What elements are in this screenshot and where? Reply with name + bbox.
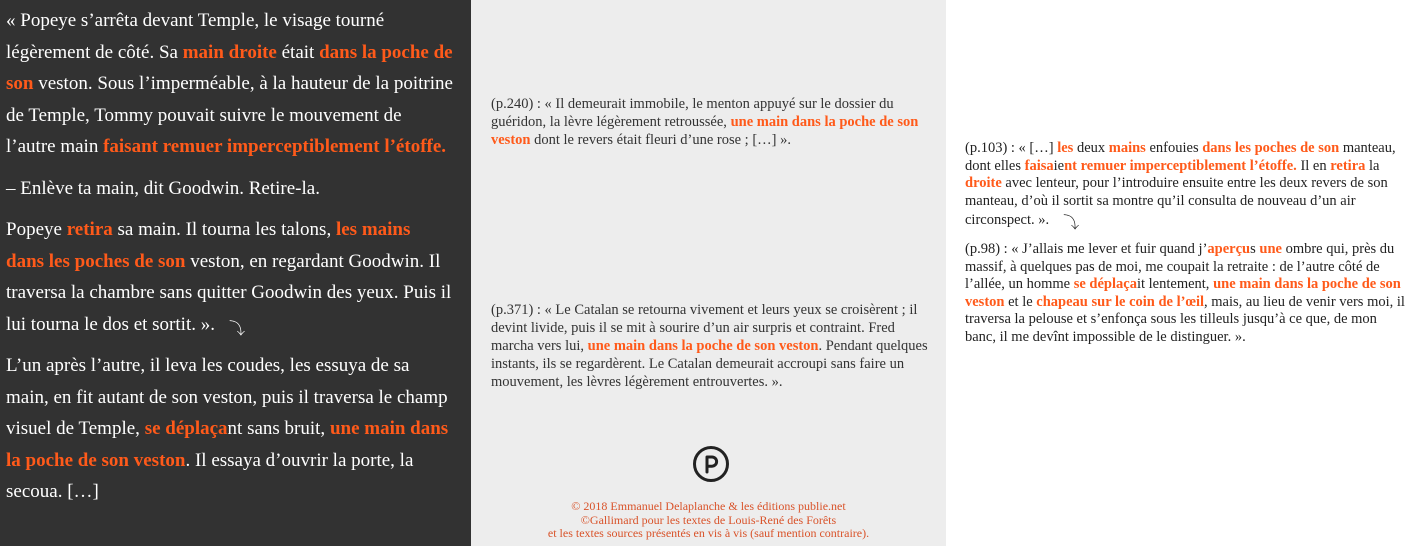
text-segment: (p.103) : « […] bbox=[965, 140, 1058, 156]
text-segment: , mais, au lieu de venir vers moi, il traversa la pelouse et s’enfonça sous les tilleuls jusqu’à ce que, de mon banc, il me devînt impossible de le distinguer. ». bbox=[965, 293, 1405, 345]
highlighted-phrase: main droite bbox=[182, 41, 277, 63]
highlighted-phrase: se déplaça bbox=[1073, 276, 1137, 292]
text-segment: veston. Sous l’imperméable, à la hauteur de la poitrine de Temple, Tommy pouvait suivre le mouvement de l’autre main bbox=[6, 73, 453, 157]
text-segment: « Popeye s’arrêta devant Temple, le visage tourné légèrement de côté. Sa bbox=[6, 10, 385, 63]
quote-p240 bbox=[491, 95, 931, 149]
continue-arrow-icon: ⤵ bbox=[1063, 213, 1080, 232]
highlighted-phrase: se déplaça bbox=[144, 418, 228, 439]
highlighted-phrase: mains bbox=[1108, 140, 1146, 156]
text-segment: et le bbox=[1004, 293, 1037, 310]
highlighted-phrase: retira bbox=[66, 219, 113, 240]
paragraph-3 bbox=[6, 214, 453, 340]
publie-net-logo-icon[interactable] bbox=[693, 446, 729, 482]
highlighted-phrase: les mains dans les poches de son bbox=[6, 219, 411, 272]
footer-line-3: et les textes sources présentés en vis à vis (sauf mention contraire). bbox=[547, 526, 870, 540]
text-segment: ie bbox=[1053, 157, 1065, 174]
text-segment: sa main. Il tourna les talons, bbox=[112, 219, 336, 240]
text-segment: . Pendant quelques instants, ils se regardèrent. Le Catalan demeurait accroupi sans faire un mouvement, les lèvres légèrement entrouvertes. ». bbox=[491, 338, 928, 390]
text-segment: nt sans bruit, bbox=[227, 418, 330, 439]
text-segment: (p.98) : « J’allais me lever et fuir quand j’ bbox=[965, 241, 1208, 257]
highlighted-phrase: une bbox=[1259, 241, 1282, 257]
continue-arrow-icon: ⤵ bbox=[228, 318, 245, 338]
copyright-footer bbox=[471, 500, 946, 541]
highlighted-phrase: chapeau sur le coin de l’œil bbox=[1036, 293, 1204, 310]
text-segment: (p.240) : « Il demeurait immobile, le menton appuyé sur le dossier du guéridon, la lèvre légèrement retroussée, bbox=[491, 96, 894, 130]
text-segment: L’un après l’autre, il leva les coudes, les essuya de sa main, en fit autant de son veston, puis il traversa le champ visuel de Temple, bbox=[6, 355, 448, 439]
text-segment: avec lenteur, pour l’introduire ensuite entre les deux revers de son manteau, d’où il sortit sa montre qu’il consulta de nouveau d’un air circonspect. ». bbox=[965, 175, 1388, 228]
text-segment: ombre qui, près du massif, à quelques pas de moi, me coupait la retraite : de l’autre côté de l’allée, un homme bbox=[965, 241, 1395, 292]
text-segment: Il en bbox=[1296, 157, 1331, 174]
left-column-faulkner-excerpt bbox=[0, 0, 471, 546]
text-segment: était bbox=[276, 41, 320, 63]
highlighted-phrase: dans les poches de son bbox=[1202, 140, 1340, 156]
paragraph-2 bbox=[6, 173, 453, 205]
text-segment: veston, en regardant Goodwin. Il traversa la chambre sans quitter Goodwin des yeux. Puis il lui tourna le dos et sortit. ». bbox=[6, 250, 452, 335]
text-segment: – Enlève ta main, dit Goodwin. Retire-la. bbox=[6, 177, 320, 199]
highlighted-phrase: droite bbox=[965, 175, 1002, 191]
highlighted-phrase: faisa bbox=[1024, 157, 1054, 174]
text-segment: Popeye bbox=[6, 219, 67, 240]
highlighted-phrase: aperçu bbox=[1207, 241, 1251, 257]
highlighted-phrase: nt remuer imperceptiblement l’étoffe. bbox=[1064, 157, 1297, 174]
text-segment: . Il essaya d’ouvrir la porte, la secoua. […] bbox=[6, 449, 414, 502]
text-segment: la bbox=[1365, 157, 1380, 174]
highlighted-phrase: une main dans la poche de son veston bbox=[965, 276, 1401, 310]
text-segment: s bbox=[1250, 241, 1260, 257]
text-segment: it lentement, bbox=[1136, 276, 1214, 292]
highlighted-phrase: dans la poche de son bbox=[6, 41, 453, 94]
highlighted-phrase: une main dans la poche de son veston bbox=[587, 338, 819, 354]
right-column-quotes bbox=[946, 0, 1417, 546]
text-segment: enfouies bbox=[1145, 140, 1203, 156]
footer-line-2: ©Gallimard pour les textes de Louis-René des Forêts bbox=[580, 512, 837, 527]
highlighted-phrase: retira bbox=[1330, 157, 1366, 174]
quote-p103 bbox=[965, 140, 1410, 230]
quote-p371 bbox=[491, 301, 931, 391]
paragraph-4 bbox=[6, 350, 453, 508]
highlighted-phrase: une main dans la poche de son veston bbox=[491, 114, 919, 148]
highlighted-phrase: les bbox=[1057, 140, 1074, 156]
text-segment: deux bbox=[1073, 140, 1109, 156]
quote-p103-text bbox=[965, 140, 1396, 228]
logo-glyph bbox=[696, 449, 726, 479]
footer-line-1: © 2018 Emmanuel Delaplanche & les éditions publie.net bbox=[571, 499, 846, 513]
highlighted-phrase: une main dans la poche de son veston bbox=[6, 418, 449, 471]
text-segment: manteau, dont elles bbox=[965, 140, 1396, 174]
middle-column-quotes bbox=[471, 0, 946, 546]
highlighted-phrase: faisant remuer imperceptiblement l’étoffe. bbox=[103, 136, 447, 157]
text-segment: dont le revers était fleuri d’une rose ; […] ». bbox=[530, 132, 791, 148]
quote-p98 bbox=[965, 241, 1410, 346]
text-segment: (p.371) : « Le Catalan se retourna vivement et leurs yeux se croisèrent ; il devint livide, puis il se mit à sourire d’un air surpris et contraint. Fred marcha vers lui, bbox=[491, 302, 918, 354]
paragraph-1 bbox=[6, 5, 453, 163]
